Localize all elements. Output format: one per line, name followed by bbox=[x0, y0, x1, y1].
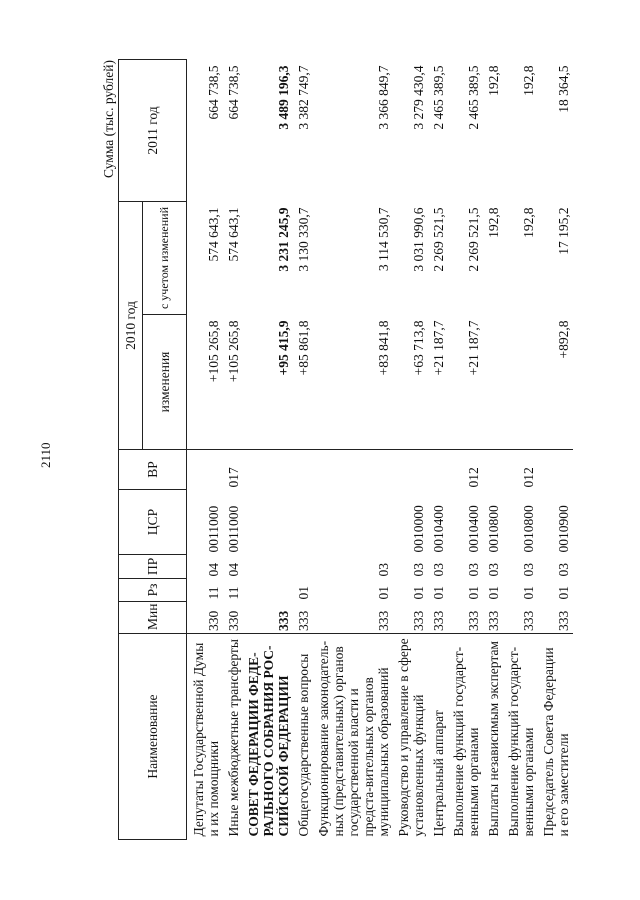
cell-vr bbox=[292, 450, 312, 490]
cell-csr: 0010900 bbox=[556, 505, 571, 553]
cell-csr: 0010400 bbox=[466, 505, 481, 553]
table-row bbox=[187, 60, 223, 840]
cell-vr: 017 bbox=[222, 450, 242, 490]
cell-rz: 01 bbox=[521, 586, 536, 600]
cell-name: Выполнение функций государст-венными органами bbox=[447, 634, 482, 840]
cell-2011: 664 738,5 bbox=[206, 65, 221, 120]
cell-vr bbox=[242, 450, 292, 490]
cell-pr: 03 bbox=[556, 563, 571, 577]
cell-with-changes: 3 231 245,9 bbox=[276, 207, 291, 272]
cell-vr bbox=[187, 450, 223, 490]
cell-min: 330 bbox=[206, 610, 221, 631]
cell-rz: 11 bbox=[226, 586, 241, 600]
cell-csr: 0010800 bbox=[521, 505, 536, 553]
header-pr: ПР bbox=[119, 555, 187, 579]
cell-name: Выплаты независимым экспертам bbox=[482, 634, 502, 840]
cell-min: 333 bbox=[556, 610, 571, 631]
table-row bbox=[312, 60, 392, 840]
cell-with-changes: 3 114 530,7 bbox=[376, 207, 391, 272]
cell-pr: 03 bbox=[431, 563, 446, 577]
cell-min: 333 bbox=[376, 610, 391, 631]
table-row bbox=[447, 60, 482, 840]
cell-min: 333 bbox=[486, 610, 501, 631]
cell-name: Функционирование законодатель-ных (представительных) органов государственной власти и предста-вительных органов муниципальных образований bbox=[312, 634, 392, 840]
cell-name: Председатель Совета Федерации и его заместители bbox=[537, 634, 573, 840]
cell-vr: 012 bbox=[447, 450, 482, 490]
header-year-2010: 2010 год bbox=[119, 202, 143, 450]
cell-csr: 0011000 bbox=[226, 505, 241, 553]
header-min: Мин bbox=[119, 602, 187, 634]
cell-2011: 664 738,5 bbox=[226, 65, 241, 120]
cell-pr: 03 bbox=[521, 563, 536, 577]
cell-with-changes: 192,8 bbox=[486, 207, 501, 238]
cell-2011: 192,8 bbox=[521, 65, 536, 96]
budget-table-block bbox=[100, 60, 600, 840]
budget-table bbox=[118, 59, 573, 840]
cell-min: 333 bbox=[521, 610, 536, 631]
cell-with-changes: 3 130 330,7 bbox=[296, 207, 311, 272]
header-name: Наименование bbox=[119, 634, 187, 840]
cell-pr: 03 bbox=[486, 563, 501, 577]
cell-min: 333 bbox=[431, 610, 446, 631]
table-row bbox=[427, 60, 447, 840]
cell-min: 330 bbox=[226, 610, 241, 631]
cell-2011: 3 489 196,3 bbox=[276, 65, 291, 130]
cell-rz bbox=[242, 579, 292, 602]
cell-rz: 11 bbox=[206, 586, 221, 600]
cell-min: 333 bbox=[411, 610, 426, 631]
cell-csr: 0010000 bbox=[411, 505, 426, 553]
cell-vr bbox=[312, 450, 392, 490]
cell-with-changes: 2 269 521,5 bbox=[431, 207, 446, 272]
table-row bbox=[292, 60, 312, 840]
cell-change: +105 265,8 bbox=[226, 320, 241, 383]
cell-change: +83 841,8 bbox=[376, 320, 391, 376]
cell-name: Общегосударственные вопросы bbox=[292, 634, 312, 840]
cell-csr: 0010800 bbox=[486, 505, 501, 553]
cell-min: 333 bbox=[466, 610, 481, 631]
cell-change: +105 265,8 bbox=[206, 320, 221, 383]
cell-min: 333 bbox=[276, 610, 291, 631]
cell-pr bbox=[242, 555, 292, 579]
cell-2011: 2 465 389,5 bbox=[431, 65, 446, 130]
cell-2011: 2 465 389,5 bbox=[466, 65, 481, 130]
table-row bbox=[222, 60, 242, 840]
cell-rz: 01 bbox=[556, 586, 571, 600]
cell-change: +892,8 bbox=[556, 320, 571, 359]
table-body bbox=[187, 60, 574, 840]
cell-pr: 03 bbox=[376, 563, 391, 577]
cell-pr: 04 bbox=[206, 563, 221, 577]
cell-name: Депутаты Государственной Думы и их помощники bbox=[187, 634, 223, 840]
cell-pr: 03 bbox=[466, 563, 481, 577]
table-row bbox=[537, 60, 573, 840]
cell-with-changes: 2 269 521,5 bbox=[466, 207, 481, 272]
cell-2011: 18 364,5 bbox=[556, 65, 571, 113]
cell-name: Центральный аппарат bbox=[427, 634, 447, 840]
cell-pr: 03 bbox=[411, 563, 426, 577]
cell-2011: 3 366 849,7 bbox=[376, 65, 391, 130]
cell-change: +95 415,9 bbox=[276, 320, 291, 376]
header-with-changes: с учетом изменений bbox=[143, 202, 187, 315]
cell-name: Руководство и управление в сфере установленных функций bbox=[392, 634, 427, 840]
cell-rz: 01 bbox=[431, 586, 446, 600]
table-row bbox=[242, 60, 292, 840]
cell-vr bbox=[537, 450, 573, 490]
cell-rz: 01 bbox=[296, 586, 311, 600]
cell-rz: 01 bbox=[466, 586, 481, 600]
cell-vr bbox=[482, 450, 502, 490]
cell-pr: 04 bbox=[226, 563, 241, 577]
cell-rz: 01 bbox=[376, 586, 391, 600]
cell-csr bbox=[292, 490, 312, 555]
cell-name: Иные межбюджетные трансферты bbox=[222, 634, 242, 840]
cell-2011: 3 279 430,4 bbox=[411, 65, 426, 130]
cell-with-changes: 192,8 bbox=[521, 207, 536, 238]
cell-change: +63 713,8 bbox=[411, 320, 426, 376]
cell-min: 333 bbox=[296, 610, 311, 631]
cell-csr bbox=[242, 490, 292, 555]
table-row bbox=[502, 60, 537, 840]
cell-pr bbox=[292, 555, 312, 579]
cell-change bbox=[502, 315, 537, 450]
cell-vr bbox=[392, 450, 427, 490]
table-row bbox=[392, 60, 427, 840]
cell-2011: 192,8 bbox=[486, 65, 501, 96]
cell-change: +21 187,7 bbox=[431, 320, 446, 376]
cell-change: +21 187,7 bbox=[466, 320, 481, 376]
cell-rz: 01 bbox=[486, 586, 501, 600]
cell-rz: 01 bbox=[411, 586, 426, 600]
header-csr: ЦСР bbox=[119, 490, 187, 555]
cell-csr: 0010400 bbox=[431, 505, 446, 553]
cell-2011: 3 382 749,7 bbox=[296, 65, 311, 130]
cell-vr bbox=[427, 450, 447, 490]
header-rz: Рз bbox=[119, 579, 187, 602]
cell-change: +85 861,8 bbox=[296, 320, 311, 376]
cell-change bbox=[482, 315, 502, 450]
cell-vr: 012 bbox=[502, 450, 537, 490]
cell-with-changes: 17 195,2 bbox=[556, 207, 571, 255]
cell-name: СОВЕТ ФЕДЕРАЦИИ ФЕДЕ-РАЛЬНОГО СОБРАНИЯ РОС-СИЙСКОЙ ФЕДЕРАЦИИ bbox=[242, 634, 292, 840]
cell-name: Выполнение функций государст-венными органами bbox=[502, 634, 537, 840]
table-row bbox=[482, 60, 502, 840]
header-changes: изменения bbox=[143, 315, 187, 450]
unit-caption: Сумма (тыс. рублей) bbox=[101, 60, 116, 178]
header-vr: ВР bbox=[119, 450, 187, 490]
header-year-2011: 2011 год bbox=[119, 60, 187, 202]
cell-with-changes: 574 643,1 bbox=[226, 207, 241, 262]
cell-with-changes: 574 643,1 bbox=[206, 207, 221, 262]
cell-with-changes: 3 031 990,6 bbox=[411, 207, 426, 272]
cell-csr bbox=[312, 490, 392, 555]
page-number: 2110 bbox=[38, 442, 53, 468]
cell-csr: 0011000 bbox=[206, 505, 221, 553]
